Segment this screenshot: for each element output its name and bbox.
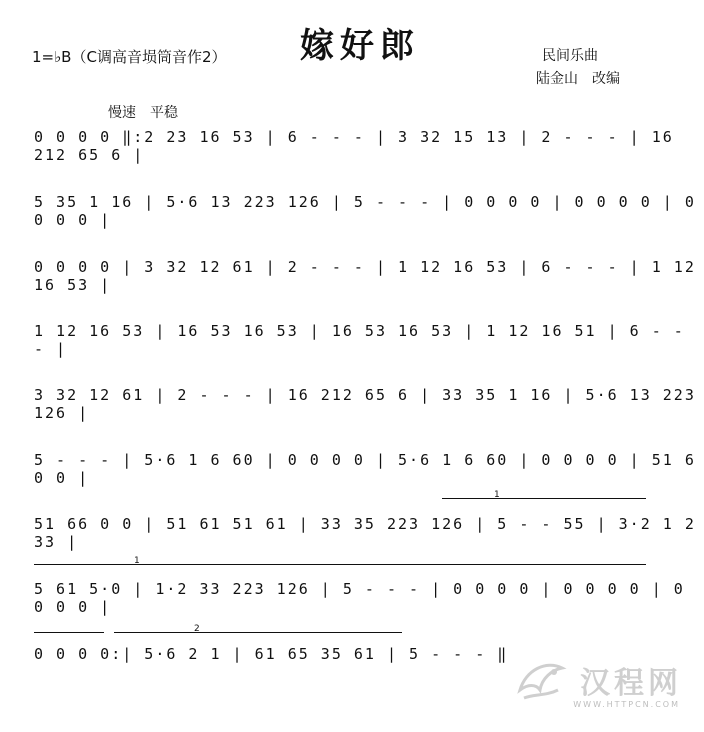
volta-bracket-1-continued [34,564,646,565]
notation-row-7: 51 66 0 0 | 51 61 51 61 | 33 35 223 126 | 5 - - 55 | 3·2 1 2 33 | [34,515,696,551]
volta-bracket-2 [114,632,402,633]
arranger-label: 陆金山 改编 [536,71,620,87]
volta-bracket-1-end [34,632,104,633]
volta-number: 1 [494,490,500,500]
page-title: 嫁好郎 [300,26,420,66]
key-signature: 1=♭B（C调高音埙筒音作2） [32,48,227,66]
notation-row-3: 0 0 0 0 | 3 32 12 61 | 2 - - - | 1 12 16 53 | 6 - - - | 1 12 16 53 | [34,258,696,294]
volta-number: 1 [134,556,140,566]
dragon-logo-icon [512,650,572,710]
notation-row-5: 3 32 12 61 | 2 - - - | 16 212 65 6 | 33 35 1 16 | 5·6 13 223 126 | [34,386,696,422]
notation-row-2: 5 35 1 16 | 5·6 13 223 126 | 5 - - - | 0 0 0 0 | 0 0 0 0 | 0 0 0 0 | [34,193,696,229]
notation-row-9: 0 0 0 0:| 5·6 2 1 | 61 65 35 61 | 5 - - - ‖ [34,645,509,663]
notation-row-4: 1 12 16 53 | 16 53 16 53 | 16 53 16 53 | 1 12 16 51 | 6 - - - | [34,322,685,358]
watermark [512,648,682,718]
volta-bracket-1 [442,498,646,499]
notation-row-1: 0 0 0 0 ‖:2 23 16 53 | 6 - - - | 3 32 15 13 | 2 - - - | 16 212 65 6 | [34,128,674,164]
origin-label: 民间乐曲 [542,48,598,64]
tempo-marking: 慢速 平稳 [108,105,178,121]
watermark-text: 汉程网 [580,666,682,701]
volta-number: 2 [194,624,200,634]
watermark-url: WWW.HTTPCN.COM [573,700,680,709]
notation-row-6: 5 - - - | 5·6 1 6 60 | 0 0 0 0 | 5·6 1 6 60 | 0 0 0 0 | 51 6 0 0 | [34,451,696,487]
notation-row-8: 5 61 5·0 | 1·2 33 223 126 | 5 - - - | 0 0 0 0 | 0 0 0 0 | 0 0 0 0 | [34,580,685,616]
